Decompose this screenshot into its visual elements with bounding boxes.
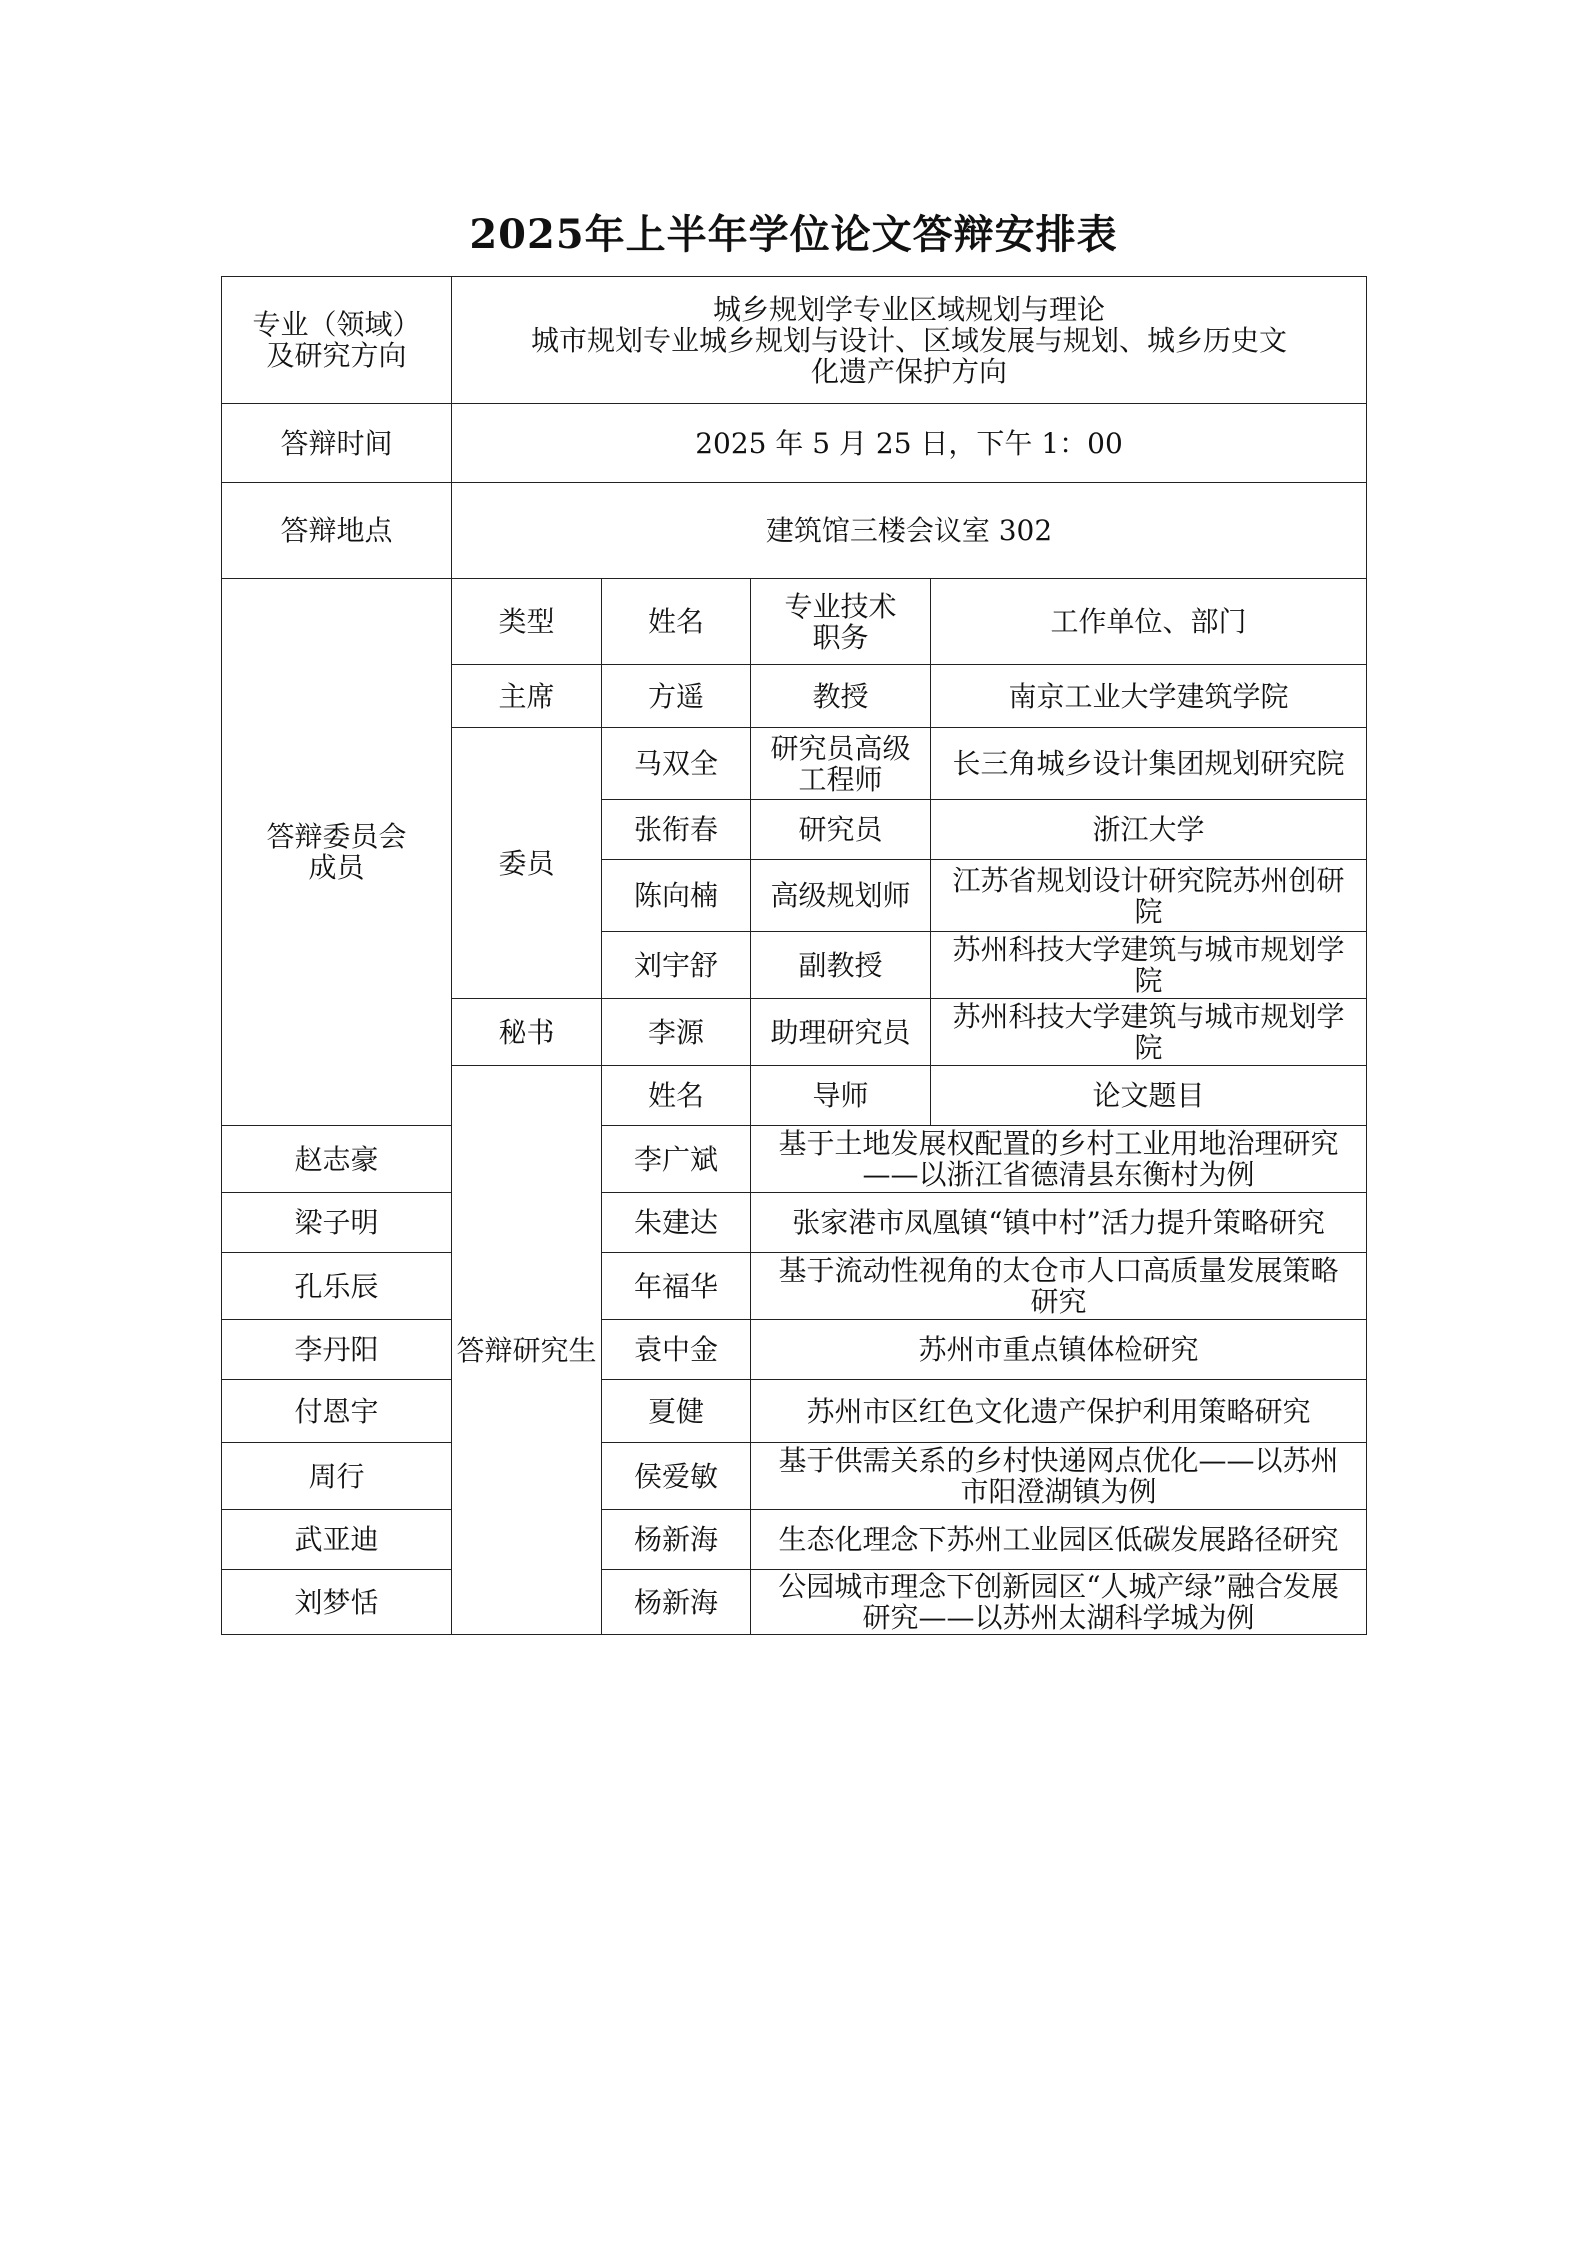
student-thesis: 基于流动性视角的太仓市人口高质量发展策略 研究 — [751, 1253, 1367, 1320]
student-name: 周行 — [222, 1443, 452, 1510]
chair-type: 主席 — [452, 665, 602, 728]
place-value: 建筑馆三楼会议室 302 — [452, 483, 1367, 579]
student-row — [222, 1380, 1367, 1443]
student-name: 付恩宇 — [222, 1380, 452, 1443]
student-advisor: 杨新海 — [602, 1510, 751, 1570]
student-thesis: 生态化理念下苏州工业园区低碳发展路径研究 — [751, 1510, 1367, 1570]
student-name: 武亚迪 — [222, 1510, 452, 1570]
member-unit: 长三角城乡设计集团规划研究院 — [931, 728, 1367, 800]
committee-header-type: 类型 — [452, 579, 602, 665]
students-header-thesis: 论文题目 — [931, 1066, 1367, 1126]
committee-header-name: 姓名 — [602, 579, 751, 665]
member-unit: 江苏省规划设计研究院苏州创研 院 — [931, 860, 1367, 932]
student-advisor: 年福华 — [602, 1253, 751, 1320]
chair-name: 方遥 — [602, 665, 751, 728]
student-advisor: 夏健 — [602, 1380, 751, 1443]
place-label: 答辩地点 — [222, 483, 452, 579]
student-name: 孔乐辰 — [222, 1253, 452, 1320]
member-title: 副教授 — [751, 932, 931, 999]
secretary-type: 秘书 — [452, 999, 602, 1066]
member-name: 刘宇舒 — [602, 932, 751, 999]
student-thesis: 公园城市理念下创新园区“人城产绿”融合发展 研究——以苏州太湖科学城为例 — [751, 1570, 1367, 1635]
defense-schedule-table — [221, 276, 1367, 1635]
member-title: 高级规划师 — [751, 860, 931, 932]
student-advisor: 朱建达 — [602, 1193, 751, 1253]
member-type: 委员 — [452, 728, 602, 999]
student-name: 赵志豪 — [222, 1126, 452, 1193]
secretary-unit: 苏州科技大学建筑与城市规划学 院 — [931, 999, 1367, 1066]
member-name: 陈向楠 — [602, 860, 751, 932]
student-thesis: 基于供需关系的乡村快递网点优化——以苏州 市阳澄湖镇为例 — [751, 1443, 1367, 1510]
students-header-name: 姓名 — [602, 1066, 751, 1126]
major-label: 专业（领域） 及研究方向 — [222, 277, 452, 404]
time-label: 答辩时间 — [222, 404, 452, 483]
student-thesis: 基于土地发展权配置的乡村工业用地治理研究 ——以浙江省德清县东衡村为例 — [751, 1126, 1367, 1193]
committee-header-row — [222, 579, 1367, 665]
chair-title: 教授 — [751, 665, 931, 728]
student-row — [222, 1253, 1367, 1320]
student-name: 刘梦恬 — [222, 1570, 452, 1635]
student-advisor: 袁中金 — [602, 1320, 751, 1380]
major-value: 城乡规划学专业区域规划与理论 城市规划专业城乡规划与设计、区域发展与规划、城乡历史文 化遗产保护方向 — [452, 277, 1367, 404]
student-row — [222, 1320, 1367, 1380]
member-title: 研究员高级 工程师 — [751, 728, 931, 800]
student-thesis: 张家港市凤凰镇“镇中村”活力提升策略研究 — [751, 1193, 1367, 1253]
member-name: 马双全 — [602, 728, 751, 800]
students-header-advisor: 导师 — [751, 1066, 931, 1126]
student-thesis: 苏州市重点镇体检研究 — [751, 1320, 1367, 1380]
student-row — [222, 1126, 1367, 1193]
student-row — [222, 1570, 1367, 1635]
committee-header-title: 专业技术 职务 — [751, 579, 931, 665]
member-unit: 浙江大学 — [931, 800, 1367, 860]
member-unit: 苏州科技大学建筑与城市规划学 院 — [931, 932, 1367, 999]
secretary-title: 助理研究员 — [751, 999, 931, 1066]
students-label: 答辩研究生 — [452, 1066, 602, 1635]
time-value: 2025 年 5 月 25 日，下午 1：00 — [452, 404, 1367, 483]
student-name: 李丹阳 — [222, 1320, 452, 1380]
student-row — [222, 1443, 1367, 1510]
page-title: 2025年上半年学位论文答辩安排表 — [469, 211, 1118, 258]
committee-header-unit: 工作单位、部门 — [931, 579, 1367, 665]
committee-label: 答辩委员会 成员 — [222, 579, 452, 1126]
student-row — [222, 1510, 1367, 1570]
student-advisor: 李广斌 — [602, 1126, 751, 1193]
student-thesis: 苏州市区红色文化遗产保护利用策略研究 — [751, 1380, 1367, 1443]
secretary-name: 李源 — [602, 999, 751, 1066]
major-row — [222, 277, 1367, 404]
student-advisor: 杨新海 — [602, 1570, 751, 1635]
time-row — [222, 404, 1367, 483]
student-row — [222, 1193, 1367, 1253]
member-title: 研究员 — [751, 800, 931, 860]
chair-unit: 南京工业大学建筑学院 — [931, 665, 1367, 728]
student-advisor: 侯爱敏 — [602, 1443, 751, 1510]
student-name: 梁子明 — [222, 1193, 452, 1253]
place-row — [222, 483, 1367, 579]
member-name: 张衔春 — [602, 800, 751, 860]
